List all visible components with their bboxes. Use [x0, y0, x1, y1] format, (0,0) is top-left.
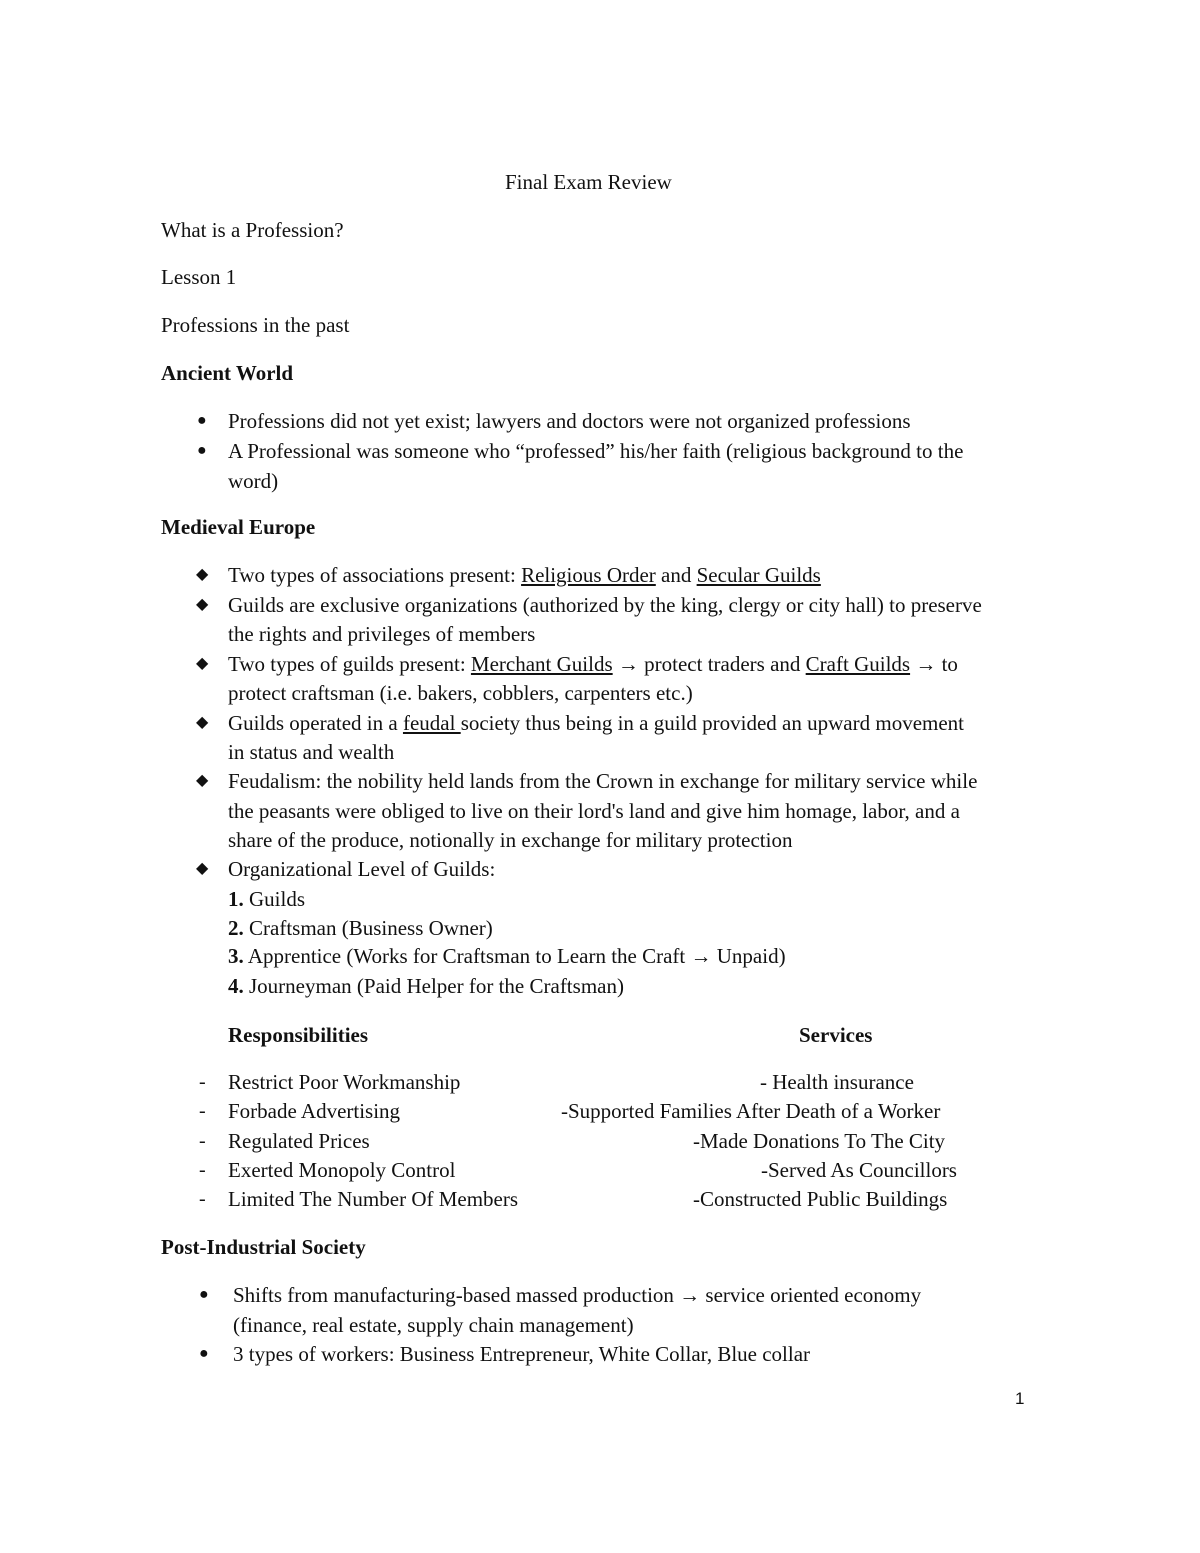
- medieval-bullet-2-line-1: Guilds are exclusive organizations (authorized by the king, clergy or city hall) to preserve: [228, 593, 982, 617]
- lesson-label: Lesson 1: [161, 265, 237, 289]
- dash-marker: -: [199, 1071, 206, 1093]
- section-past-label: Professions in the past: [161, 313, 350, 337]
- responsibility-item: Limited The Number Of Members: [228, 1187, 519, 1211]
- dash-marker: -: [199, 1188, 206, 1210]
- medieval-bullet-5-line-2: the peasants were obliged to live on their lord's land and give him homage, labor, and a: [228, 799, 960, 823]
- secular-guilds-term: Secular Guilds: [696, 563, 821, 587]
- text-segment: Guilds operated in a: [228, 711, 403, 735]
- text-segment: → to: [910, 652, 958, 676]
- services-heading: Services: [799, 1023, 873, 1047]
- medieval-bullet-2-line-2: the rights and privileges of members: [228, 622, 536, 646]
- medieval-europe-heading: Medieval Europe: [161, 515, 316, 539]
- dash-marker: -: [199, 1159, 206, 1181]
- text-segment: Two types of guilds present:: [228, 652, 471, 676]
- medieval-bullet-5-line-1: Feudalism: the nobility held lands from the Crown in exchange for military service while: [228, 769, 978, 793]
- level-text: Apprentice (Works for Craftsman to Learn the Craft → Unpaid): [243, 944, 786, 968]
- diamond-bullet-icon: ◆: [196, 714, 209, 731]
- post-industrial-bullet-1-line-1: Shifts from manufacturing-based massed production → service oriented economy: [233, 1283, 922, 1307]
- level-number: 3.: [228, 944, 244, 968]
- level-text: Craftsman (Business Owner): [243, 916, 493, 940]
- bullet-icon: ●: [199, 1286, 209, 1303]
- bullet-icon: ●: [199, 1345, 209, 1362]
- medieval-bullet-1: [228, 563, 821, 587]
- medieval-bullet-6: Organizational Level of Guilds:: [228, 857, 496, 881]
- post-industrial-heading: Post-Industrial Society: [161, 1235, 366, 1259]
- level-number: 4.: [228, 974, 244, 998]
- post-industrial-bullet-1-line-2: (finance, real estate, supply chain management): [233, 1313, 634, 1337]
- diamond-bullet-icon: ◆: [196, 655, 209, 672]
- question-heading: What is a Profession?: [161, 218, 344, 242]
- guild-level-item: [228, 916, 493, 940]
- medieval-bullet-5-line-3: share of the produce, notionally in exchange for military protection: [228, 828, 793, 852]
- guild-level-item: [228, 887, 305, 911]
- level-number: 1.: [228, 887, 244, 911]
- responsibility-item: Regulated Prices: [228, 1129, 370, 1153]
- diamond-bullet-icon: ◆: [196, 860, 209, 877]
- craft-guilds-term: Craft Guilds: [805, 652, 911, 676]
- dash-marker: -: [199, 1100, 206, 1122]
- level-text: Journeyman (Paid Helper for the Craftsman): [243, 974, 624, 998]
- dash-marker: -: [199, 1130, 206, 1152]
- religious-order-term: Religious Order: [521, 563, 656, 587]
- bullet-icon: ●: [197, 412, 207, 429]
- text-segment: society thus being in a guild provided an upward movement: [460, 711, 965, 735]
- guild-level-item: [228, 974, 624, 998]
- bullet-icon: ●: [197, 442, 207, 459]
- responsibilities-heading: Responsibilities: [228, 1023, 369, 1047]
- guild-level-item: [228, 944, 786, 968]
- ancient-world-heading: Ancient World: [161, 361, 294, 385]
- feudal-term: feudal: [402, 711, 461, 735]
- level-number: 2.: [228, 916, 244, 940]
- medieval-bullet-4-line-1: [228, 711, 964, 735]
- responsibility-item: Exerted Monopoly Control: [228, 1158, 456, 1182]
- ancient-bullet-1: Professions did not yet exist; lawyers and doctors were not organized professions: [228, 409, 911, 433]
- post-industrial-bullet-2: 3 types of workers: Business Entrepreneur, White Collar, Blue collar: [233, 1342, 811, 1366]
- medieval-bullet-3-line-2: protect craftsman (i.e. bakers, cobblers, carpenters etc.): [228, 681, 693, 705]
- page-number: 1: [1015, 1389, 1025, 1408]
- service-item: -Served As Councillors: [761, 1158, 957, 1182]
- text-segment: → protect traders and: [612, 652, 806, 676]
- ancient-bullet-2-line-2: word): [228, 469, 279, 493]
- text-segment: and: [655, 563, 697, 587]
- merchant-guilds-term: Merchant Guilds: [470, 652, 613, 676]
- medieval-bullet-4-line-2: in status and wealth: [228, 740, 395, 764]
- diamond-bullet-icon: ◆: [196, 772, 209, 789]
- ancient-bullet-2-line-1: A Professional was someone who “professed” his/her faith (religious background to the: [228, 439, 964, 463]
- page-title: Final Exam Review: [505, 170, 672, 194]
- level-text: Guilds: [243, 887, 306, 911]
- medieval-bullet-3-line-1: [228, 652, 958, 676]
- service-item: -Supported Families After Death of a Worker: [561, 1099, 941, 1123]
- service-item: -Made Donations To The City: [693, 1129, 946, 1153]
- service-item: -Constructed Public Buildings: [693, 1187, 948, 1211]
- responsibility-item: Restrict Poor Workmanship: [228, 1070, 461, 1094]
- text-segment: Two types of associations present:: [228, 563, 522, 587]
- diamond-bullet-icon: ◆: [196, 566, 209, 583]
- responsibility-item: Forbade Advertising: [228, 1099, 401, 1123]
- diamond-bullet-icon: ◆: [196, 596, 209, 613]
- service-item: - Health insurance: [760, 1070, 914, 1094]
